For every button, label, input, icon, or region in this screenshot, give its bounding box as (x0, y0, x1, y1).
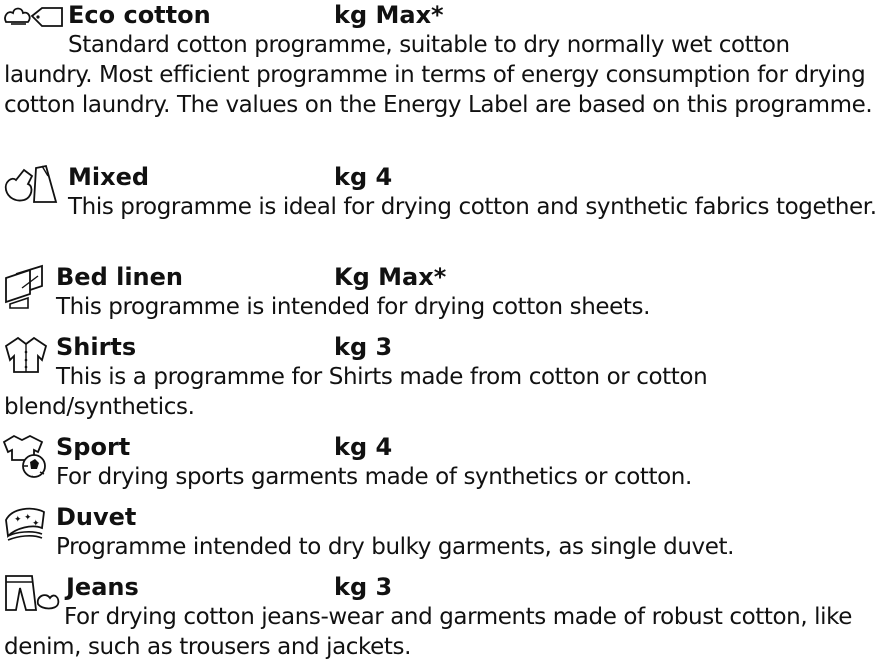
svg-text:✦: ✦ (14, 515, 22, 525)
programme-bed-linen (0, 262, 880, 324)
programme-name: Shirts (56, 333, 137, 361)
programme-eco-cotton (0, 0, 880, 152)
programme-load: kg 4 (334, 163, 393, 191)
programme-description: For drying sports garments made of synthetics or cotton. (56, 464, 692, 490)
eco-cotton-icon (2, 2, 64, 32)
programme-name: Jeans (66, 573, 139, 601)
programme-description: Standard cotton programme, suitable to dry normally wet cotton laundry. Most efficient programme in terms of energy consumption for drying cotton laundry. The values on the Energy Label are based on this programme. (4, 32, 873, 118)
programme-description: This is a programme for Shirts made from cotton or cotton blend/synthetics. (4, 364, 708, 420)
programme-name: Duvet (56, 503, 137, 531)
programme-mixed (0, 162, 880, 254)
programme-load: kg 3 (334, 333, 393, 361)
programme-name: Bed linen (56, 263, 184, 291)
programme-load: kg 4 (334, 433, 393, 461)
programme-description: Programme intended to dry bulky garments, as single duvet. (56, 534, 735, 560)
programme-shirts (0, 332, 880, 424)
programme-name: Eco cotton (68, 1, 211, 29)
programme-jeans (0, 572, 880, 664)
programme-description: For drying cotton jeans-wear and garments made of robust cotton, like denim, such as trousers and jackets. (4, 604, 853, 660)
duvet-icon (2, 504, 48, 544)
sport-icon (2, 432, 50, 480)
programme-description: This programme is ideal for drying cotton and synthetic fabrics together. (68, 194, 877, 220)
programme-load: kg 3 (334, 573, 393, 601)
programme-name: Mixed (68, 163, 150, 191)
programme-load: kg Max* (334, 1, 444, 29)
svg-text:✦: ✦ (32, 519, 40, 529)
programme-description: This programme is intended for drying cotton sheets. (56, 294, 650, 320)
programme-load: Kg Max* (334, 263, 447, 291)
svg-text:✦: ✦ (24, 513, 32, 523)
programme-sport (0, 432, 880, 494)
programme-name: Sport (56, 433, 131, 461)
bed-linen-icon (2, 264, 48, 310)
programme-duvet (0, 502, 880, 564)
